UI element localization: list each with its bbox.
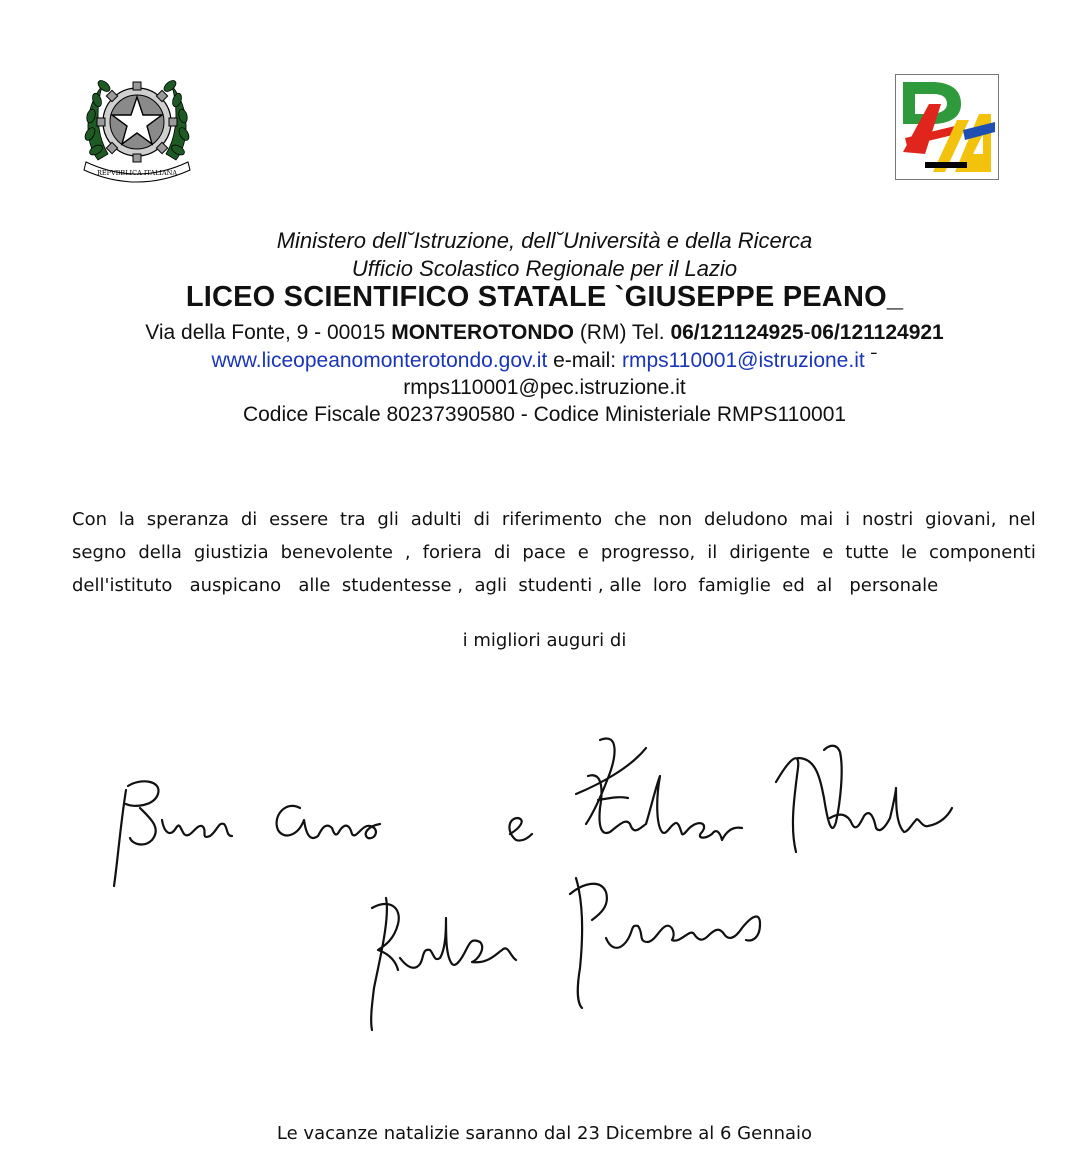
word: essere (269, 509, 329, 530)
email-link[interactable]: rmps110001@istruzione.it (621, 349, 865, 372)
address-town: MONTEROTONDO (391, 321, 574, 344)
word: di (473, 509, 490, 530)
word: giustizia (193, 542, 269, 563)
pec-address: rmps110001@pec.istruzione.it (403, 376, 686, 399)
word: nel (1008, 509, 1036, 530)
word: di (493, 542, 511, 563)
word: benevolente (280, 542, 393, 563)
word: riferimento (501, 509, 603, 530)
email-trailing-mark: ˉ (864, 349, 878, 372)
fiscal-codes: Codice Fiscale 80237390580 - Codice Ministeriale RMPS110001 (242, 403, 847, 426)
word: i (845, 509, 851, 530)
word: nostri (862, 509, 914, 530)
word: progresso, (600, 542, 696, 563)
word: gli (377, 509, 399, 530)
word: , (404, 542, 411, 563)
address-line (0, 321, 1089, 345)
greeting-line: i migliori auguri di (462, 630, 627, 651)
address-province: (RM) Tel. (573, 321, 671, 344)
phone-2: 06/121124921 (810, 321, 944, 344)
word: deludono (704, 509, 788, 530)
emblem-of-italy-icon (78, 64, 196, 184)
word: di (240, 509, 258, 530)
word: le (900, 542, 917, 563)
handwritten-signature (100, 728, 980, 1038)
word: il (707, 542, 718, 563)
word: giovani, (925, 509, 997, 530)
word: componenti (929, 542, 1036, 563)
word: che (614, 509, 647, 530)
address-street: Via della Fonte, 9 - 00015 (145, 321, 392, 344)
school-logo-icon (895, 74, 999, 180)
ministry-name: Ministero dell˘Istruzione, dell˘Università e della Ricerca (276, 228, 813, 253)
contacts-line (0, 349, 1089, 373)
word: foriera (422, 542, 482, 563)
word: Con (72, 509, 107, 530)
word: segno (72, 542, 127, 563)
message-line-3: dell'istituto auspicano alle studentesse , agli studenti , alle loro famiglie ed al personale (72, 575, 939, 596)
word: tutte (845, 542, 889, 563)
phone-separator: - (803, 321, 811, 344)
word: della (138, 542, 182, 563)
word: adulti (410, 509, 462, 530)
regional-office: Ufficio Scolastico Regionale per il Lazio (351, 256, 738, 281)
school-name: LICEO SCIENTIFICO STATALE `GIUSEPPE PEANO_ (185, 281, 904, 313)
email-label: e-mail: (547, 349, 622, 372)
message-line-1 (72, 509, 1036, 530)
word: tra (340, 509, 366, 530)
word: e (822, 542, 834, 563)
word: e (577, 542, 589, 563)
phone-1: 06/121124925 (670, 321, 804, 344)
word: non (658, 509, 693, 530)
holiday-note: Le vacanze natalizie saranno dal 23 Dicembre al 6 Gennaio (276, 1123, 813, 1144)
svg-text:REPVBBLICA ITALIANA: REPVBBLICA ITALIANA (96, 169, 178, 177)
website-link[interactable]: www.liceopeanomonterotondo.gov.it (211, 349, 548, 372)
word: dirigente (729, 542, 811, 563)
word: speranza (146, 509, 229, 530)
word: mai (799, 509, 834, 530)
word: pace (522, 542, 566, 563)
word: la (118, 509, 135, 530)
message-line-2 (72, 542, 1036, 563)
